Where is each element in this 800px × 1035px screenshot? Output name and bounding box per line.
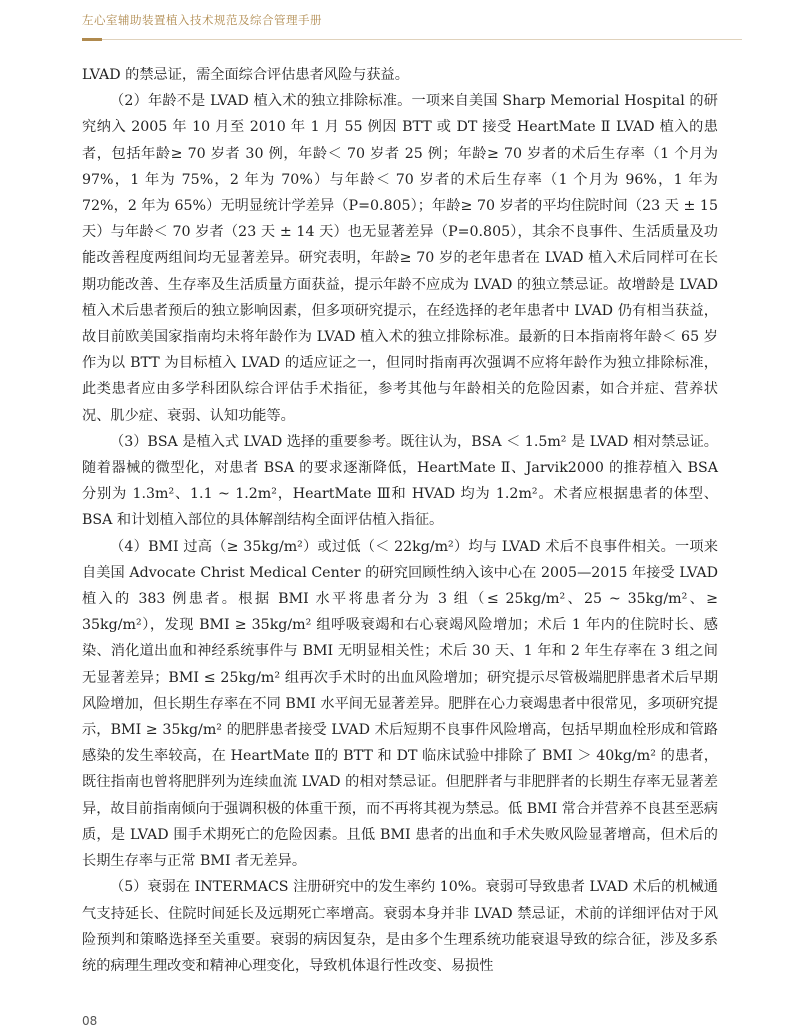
running-header xyxy=(82,12,742,40)
paragraph-continuation: LVAD 的禁忌证，需全面综合评估患者风险与获益。 xyxy=(82,67,409,83)
header-rule-accent xyxy=(82,38,102,41)
paragraph-frailty: （5）衰弱在 INTERMACS 注册研究中的发生率约 10%。衰弱可导致患者 LVAD 术后的机械通气支持延长、住院时间延长及远期死亡率增高。衰弱本身并非 LVAD 禁忌证，术前的详细评估对于风险预判和策略选择至关重要。衰弱的病因复杂，是由多个生理系统功能衰退导致的综合征，涉及多系统的病理生理改变和精神心理变化，导致机体退行性改变、易损性 xyxy=(82,879,718,974)
header-title: 左心室辅助装置植入技术规范及综合管理手册 xyxy=(82,13,322,27)
paragraph-bmi: （4）BMI 过高（≥ 35kg/m²）或过低（＜ 22kg/m²）均与 LVAD 术后不良事件相关。一项来自美国 Advocate Christ Medical Center 的研究回顾性纳入该中心在 2005—2015 年接受 LVAD 植入的 383 例患者。根据 BMI 水平将患者分为 3 组（≤ 25kg/m²、25 ~ 35kg/m²、≥ 35kg/m²），发现 BMI ≥ 35kg/m² 组呼吸衰竭和右心衰竭风险增加；术后 1 年内的住院时长、感染、消化道出血和神经系统事件与 BMI 无明显相关性；术后 30 天、1 年和 2 年生存率在 3 组之间无显著差异；BMI ≤ 25kg/m² 组再次手术时的出血风险增加；研究提示尽管极端肥胖患者术后早期风险增加，但长期生存率在不同 BMI 水平间无显著差异。肥胖在心力衰竭患者中很常见，多项研究提示，BMI ≥ 35kg/m² 的肥胖患者接受 LVAD 术后短期不良事件风险增高，包括早期血栓形成和管路感染的发生率较高，在 HeartMate Ⅱ的 BTT 和 DT 临床试验中排除了 BMI ＞ 40kg/m² 的患者，既往指南也曾将肥胖列为连续血流 LVAD 的相对禁忌证。但肥胖者与非肥胖者的长期生存率无显著差异，故目前指南倾向于强调积极的体重干预，而不再将其视为禁忌。低 BMI 常合并营养不良甚至恶病质，是 LVAD 围手术期死亡的危险因素。且低 BMI 患者的出血和手术失败风险显著增高，但术后的长期生存率与正常 BMI 者无差异。 xyxy=(82,538,718,870)
page-number: 08 xyxy=(82,1014,98,1028)
paragraph-age: （2）年龄不是 LVAD 植入术的独立排除标准。一项来自美国 Sharp Memorial Hospital 的研究纳入 2005 年 10 月至 2010 年 1 月 55 例因 BTT 或 DT 接受 HeartMate Ⅱ LVAD 植入的患者，包括年龄≥ 70 岁者 30 例，年龄＜ 70 岁者 25 例；年龄≥ 70 岁者的术后生存率（1 个月为 97%，1 年为 75%，2 年为 70%）与年龄＜ 70 岁者的术后生存率（1 个月为 96%，1 年为 72%，2 年为 65%）无明显统计学差异（P=0.805）；年龄≥ 70 岁者的平均住院时间（23 天 ± 15 天）与年龄＜ 70 岁者（23 天 ± 14 天）也无显著差异（P=0.805），其余不良事件、生活质量及功能改善程度两组间均无显著差异。研究表明，年龄≥ 70 岁的老年患者在 LVAD 植入术后同样可在长期功能改善、生存率及生活质量方面获益，提示年龄不应成为 LVAD 的独立禁忌证。故增龄是 LVAD 植入术后患者预后的独立影响因素，但多项研究提示，在经选择的老年患者中 LVAD 仍有相当获益，故目前欧美国家指南均未将年龄作为 LVAD 植入术的独立排除标准。最新的日本指南将年龄＜ 65 岁作为以 BTT 为目标植入 LVAD 的适应证之一，但同时指南再次强调不应将年龄作为独立排除标准，此类患者应由多学科团队综合评估手术指征，参考其他与年龄相关的危险因素，如合并症、营养状况、肌少症、衰弱、认知功能等。 xyxy=(82,93,718,424)
body-text xyxy=(82,62,718,979)
header-rule-line xyxy=(102,39,742,40)
header-rule xyxy=(82,38,742,40)
paragraph-bsa: （3）BSA 是植入式 LVAD 选择的重要参考。既往认为，BSA ＜ 1.5m² 是 LVAD 相对禁忌证。随着器械的微型化，对患者 BSA 的要求逐渐降低，HeartMate Ⅱ、Jarvik2000 的推荐植入 BSA 分别为 1.3m²、1.1 ~ 1.2m²，HeartMate Ⅲ和 HVAD 均为 1.2m²。术者应根据患者的体型、BSA 和计划植入部位的具体解剖结构全面评估植入指征。 xyxy=(82,433,718,529)
